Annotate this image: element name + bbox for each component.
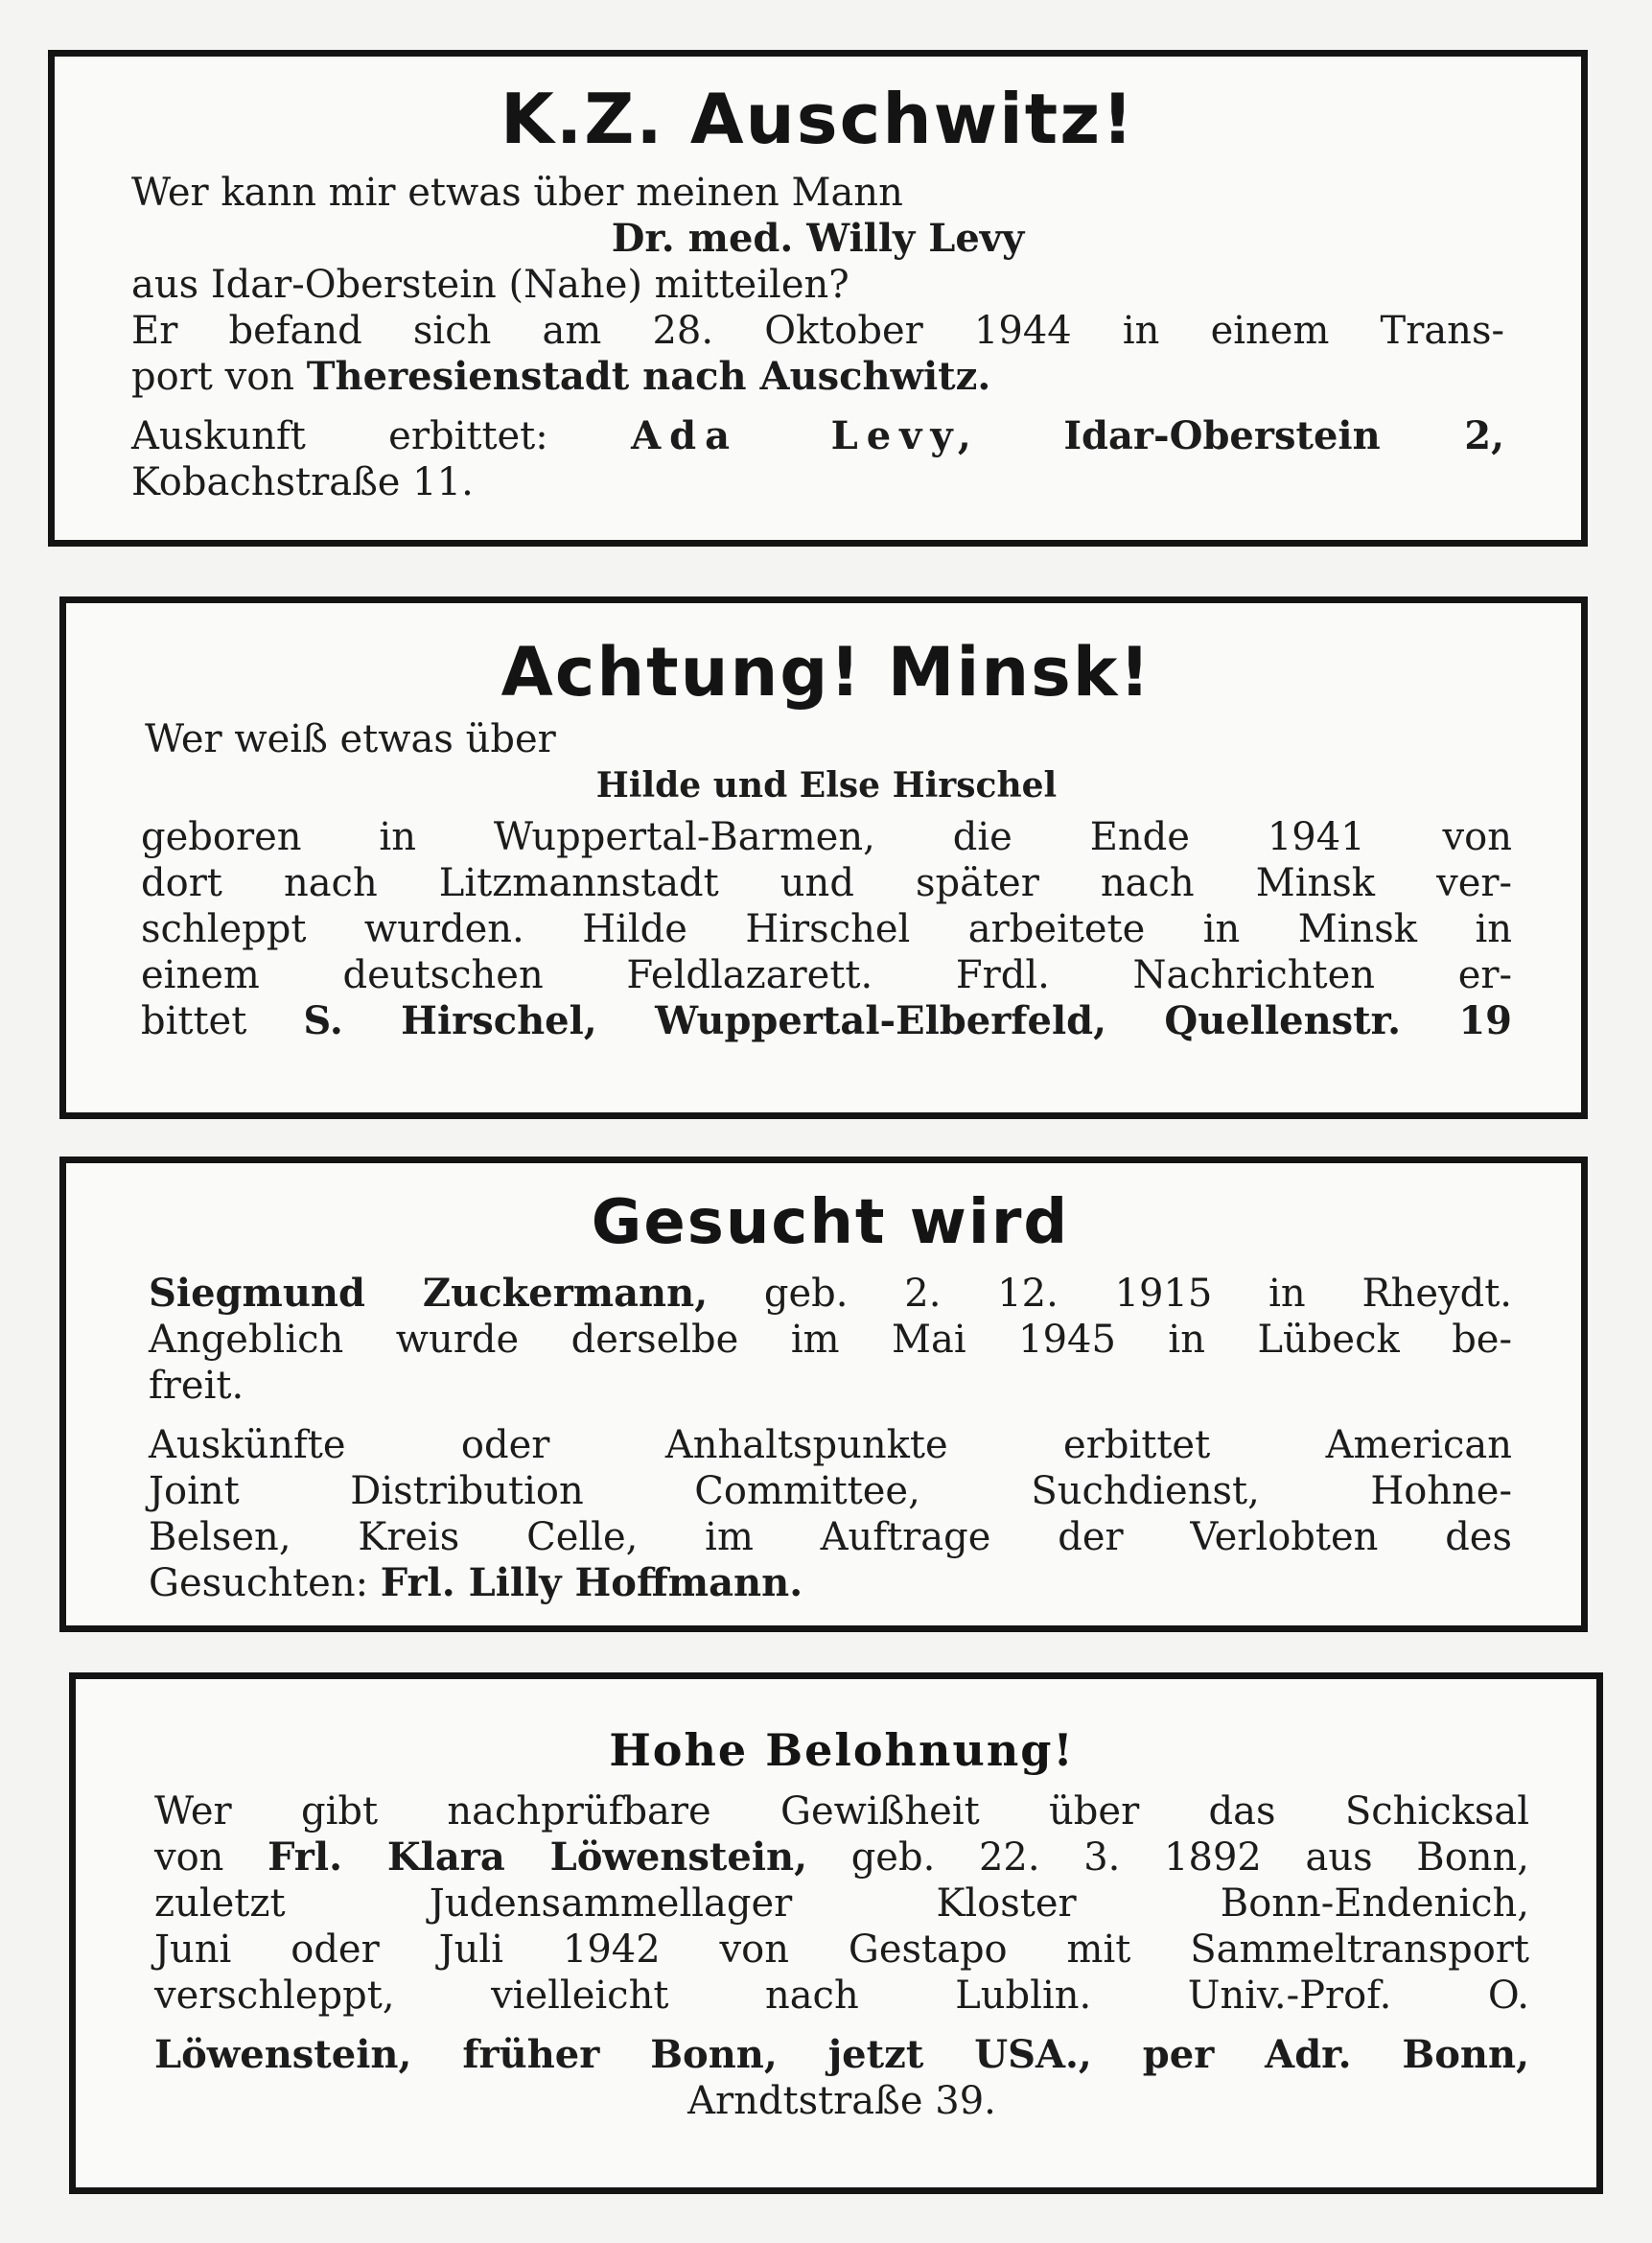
- contact-name: Ada Levy,: [631, 413, 980, 458]
- ad-text-line: geboren in Wuppertal-Barmen, die Ende 1941 von: [141, 815, 1512, 859]
- person-name: Dr. med. Willy Levy: [611, 216, 1025, 261]
- contact-line: [141, 998, 1512, 1044]
- ad-text-line: Kobachstraße 11.: [131, 460, 474, 504]
- person-name: Siegmund Zuckermann,: [149, 1271, 709, 1316]
- ad-text-line: Wer weiß etwas über: [145, 717, 556, 761]
- ad-title: K.Z. Auschwitz!: [500, 79, 1135, 159]
- ad-text-line: Belsen, Kreis Celle, im Auftrage der Verlobten des: [149, 1515, 1512, 1559]
- ad-text-line: schleppt wurden. Hilde Hirschel arbeitete in Minsk in: [141, 907, 1512, 951]
- person-name: Frl. Klara Löwenstein,: [268, 1834, 808, 1880]
- ad-kz-auschwitz: [48, 50, 1588, 547]
- ad-text-line: Joint Distribution Committee, Suchdienst, Hohne-: [149, 1469, 1512, 1513]
- ad-text-line: Wer gibt nachprüfbare Gewißheit über das Schicksal: [154, 1789, 1529, 1834]
- text-run-bold: Theresienstadt nach Auschwitz.: [306, 354, 991, 399]
- ad-text-line: Wer kann mir etwas über meinen Mann: [131, 171, 903, 215]
- text-run: Gesuchten:: [149, 1561, 381, 1605]
- text-run: von: [154, 1835, 268, 1880]
- ad-text-line: verschleppt, vielleicht nach Lublin. Univ.-Prof. O.: [154, 1974, 1529, 2018]
- ad-gesucht-wird: [59, 1157, 1588, 1632]
- ad-text-line: Arndtstraße 39.: [687, 2079, 996, 2123]
- ad-text-line: [149, 1271, 1512, 1317]
- text-run: Auskunft erbittet:: [131, 414, 632, 458]
- ad-text-line: aus Idar-Oberstein (Nahe) mitteilen?: [131, 263, 849, 307]
- ad-text-line: [154, 1834, 1529, 1881]
- person-name: Hilde und Else Hirschel: [595, 765, 1058, 806]
- contact-line: Löwenstein, früher Bonn, jetzt USA., per Adr. Bonn,: [154, 2032, 1529, 2077]
- ad-text-line: [131, 354, 1504, 400]
- contact-line: [131, 413, 1504, 459]
- ad-hohe-belohnung: [69, 1672, 1603, 2194]
- ad-text-line: Angeblich wurde derselbe im Mai 1945 in Lübeck be-: [149, 1318, 1512, 1362]
- ad-title: Hohe Belohnung!: [609, 1724, 1075, 1776]
- ad-text-line: einem deutschen Feldlazarett. Frdl. Nachrichten er-: [141, 953, 1512, 997]
- text-run: port von: [131, 355, 307, 399]
- ad-text-line: Er befand sich am 28. Oktober 1944 in einem Trans-: [131, 309, 1504, 353]
- ad-text-line: Auskünfte oder Anhaltspunkte erbittet American: [149, 1423, 1512, 1467]
- contact-name: Frl. Lilly Hoffmann.: [380, 1560, 803, 1605]
- ad-text-line: zuletzt Judensammellager Kloster Bonn-Endenich,: [154, 1881, 1529, 1926]
- contact-line: [149, 1560, 1512, 1606]
- text-run-bold: Idar-Oberstein 2,: [979, 413, 1504, 458]
- ad-title: Achtung! Minsk!: [500, 633, 1152, 712]
- text-run: bittet: [141, 999, 304, 1043]
- text-run: geb. 2. 12. 1915 in Rheydt.: [708, 1272, 1512, 1316]
- ad-achtung-minsk: [59, 596, 1588, 1119]
- ad-text-line: dort nach Litzmannstadt und später nach Minsk ver-: [141, 861, 1512, 905]
- text-run: geb. 22. 3. 1892 aus Bonn,: [807, 1835, 1530, 1880]
- ad-title: Gesucht wird: [591, 1187, 1070, 1258]
- contact-name: S. Hirschel, Wuppertal-Elberfeld, Quellenstr. 19: [303, 998, 1512, 1043]
- ad-text-line: Juni oder Juli 1942 von Gestapo mit Sammeltransport: [154, 1928, 1529, 1972]
- ad-text-line: freit.: [149, 1364, 244, 1408]
